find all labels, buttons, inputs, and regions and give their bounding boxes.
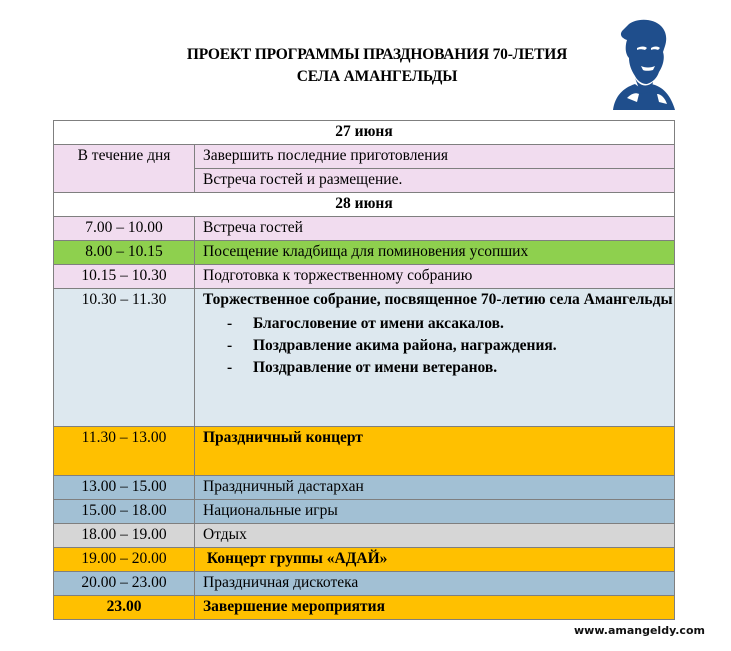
time-cell: 23.00: [54, 596, 195, 620]
event-title: Торжественное собрание, посвященное 70-летию села Амангельды: [203, 291, 673, 308]
event-cell: Встреча гостей и размещение.: [195, 169, 675, 193]
table-row: [54, 572, 675, 596]
title-line-2: СЕЛА АМАНГЕЛЬДЫ: [296, 68, 458, 85]
table-row: [54, 524, 675, 548]
table-row: [54, 596, 675, 620]
time-cell: 13.00 – 15.00: [54, 476, 195, 500]
time-cell: 8.00 – 10.15: [54, 241, 195, 265]
event-cell: [195, 289, 675, 427]
list-item: - Благословение от имени аксакалов.: [227, 313, 674, 335]
time-cell: 19.00 – 20.00: [54, 548, 195, 572]
time-cell: 7.00 – 10.00: [54, 217, 195, 241]
event-cell: Национальные игры: [195, 500, 675, 524]
table-row: [54, 265, 675, 289]
schedule-table: [53, 120, 675, 620]
table-row: [54, 217, 675, 241]
list-item: - Поздравление акима района, награждения.: [227, 335, 674, 357]
event-cell: Подготовка к торжественному собранию: [195, 265, 675, 289]
document-title: [120, 44, 634, 88]
event-sublist: [203, 313, 674, 379]
time-cell: 10.30 – 11.30: [54, 289, 195, 427]
day-header-row: [54, 121, 675, 145]
table-row: [54, 289, 675, 427]
table-row: [54, 548, 675, 572]
time-cell: 20.00 – 23.00: [54, 572, 195, 596]
table-row: [54, 476, 675, 500]
day-header-row: [54, 193, 675, 217]
event-cell: Праздничный дастархан: [195, 476, 675, 500]
title-line-1: ПРОЕКТ ПРОГРАММЫ ПРАЗДНОВАНИЯ 70-ЛЕТИЯ: [186, 46, 568, 63]
event-cell: Праздничный концерт: [195, 427, 675, 476]
table-row: [54, 145, 675, 169]
time-cell: 11.30 – 13.00: [54, 427, 195, 476]
list-item: - Поздравление от имени ветеранов.: [227, 357, 674, 379]
event-cell: Концерт группы «АДАЙ»: [195, 548, 675, 572]
event-cell: Посещение кладбища для поминовения усопших: [195, 241, 675, 265]
time-cell: 15.00 – 18.00: [54, 500, 195, 524]
time-cell: 18.00 – 19.00: [54, 524, 195, 548]
event-cell: Завершить последние приготовления: [195, 145, 675, 169]
event-cell: Завершение мероприятия: [195, 596, 675, 620]
table-row: [54, 427, 675, 476]
table-row: [54, 241, 675, 265]
website-watermark: www.amangeldy.com: [574, 624, 705, 637]
portrait-emblem: [607, 18, 677, 110]
day-header: 27 июня: [54, 121, 675, 145]
event-cell: Праздничная дискотека: [195, 572, 675, 596]
day-header: 28 июня: [54, 193, 675, 217]
table-row: [54, 500, 675, 524]
time-cell: В течение дня: [54, 145, 195, 193]
event-cell: Встреча гостей: [195, 217, 675, 241]
time-cell: 10.15 – 10.30: [54, 265, 195, 289]
event-cell: Отдых: [195, 524, 675, 548]
